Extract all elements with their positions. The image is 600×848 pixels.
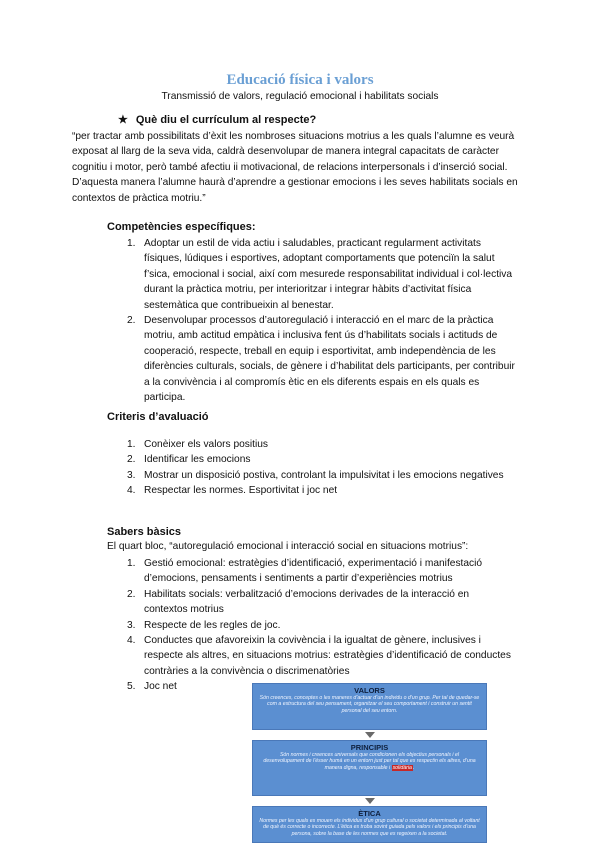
diagram-box-etica [252, 806, 487, 843]
list-item-text: Mostrar un disposició postiva, controlant la impulsivitat i les emocions negatives [144, 469, 504, 481]
diagram-box-title: ÈTICA [358, 809, 381, 818]
arrow-down-icon [365, 732, 375, 738]
list-item-text: Adoptar un estil de vida actiu i saludables, practicant regularment activitats físiques, lúdiques i esportives, adoptant comportaments que potenciïn la salut f’sica, emocional i social, així com mesurede responsabilitat individual i col·lectiva durant la pràctica motriu, per interioritzar i integrar hàbits d’activitat física sestemàtica que contribueixin al benestar. [144, 238, 513, 311]
list-item: 3. Respecte de les regles de joc. [127, 619, 281, 631]
list-item: 4. Respectar les normes. Esportivitat i joc net [127, 485, 338, 497]
page-title: Educació física i valors [226, 72, 374, 88]
list-item-text: Respecte de les regles de joc. [144, 619, 281, 631]
basics-list [127, 556, 515, 695]
list-item-text: Conèixer els valors positius [144, 439, 269, 450]
page-subtitle: Transmissió de valors, regulació emocional i habilitats socials [161, 91, 439, 102]
diagram-box-text [253, 752, 486, 771]
curriculum-heading [118, 113, 316, 126]
list-item-text: Gestió emocional: estratègies d’identificació, experimentació i manifestació d’emocions, pensaments i sentiments a partir d’experiències motrius [144, 558, 483, 585]
competencies-list [127, 236, 515, 405]
list-item-text: Desenvolupar processos d’autoregulació i interacció en el marc de la pràctica motriu, amb actitud empàtica i inclusiva fent ús d’habilitats socials i actituds de cooperació, respecte, treball en equip i esportivitat, amb independència de les diferències culturals, socials, de gènere i d’habilitat dels participants, per contribuir a la convivència i al compromís ètic en els diferents espais en els quals es participa. [144, 315, 515, 404]
curriculum-quote: “per tractar amb possibilitats d’èxit les nombroses situacions motrius a les quals l’alumne es veurà exposat al llarg de la seva vida, caldrà desenvolupar de manera integral capacitats de caràcter cognitiu i motor, però també afectiu ii motivacional, de relacions interpersonals i d’inserció social. D’aquesta manera l’alumne haurà d’aprendre a gestionar emocions i les seves habilitats socials en contextos de pràctica motriu.” [72, 131, 518, 204]
list-item-text: Habilitats socials: verbalització d’emocions derivades de la interacció en contextos motrius [144, 588, 470, 616]
list-item: 1. Conèixer els valors positius [127, 439, 269, 450]
list-item: 2. Habilitats socials: verbalització d’emocions derivades de la interacció en contextos motrius [127, 588, 470, 616]
highlighted-word: solidària [392, 764, 412, 771]
list-item: 4. Conductes que afavoreixin la covivència i la igualtat de gènere, inclusives i respecte als altres, en situacions motrius: estratègies d’identificació de conductes contràries a la convivència o discrimenatòries [127, 635, 511, 677]
list-item-text: Respectar les normes. Esportivitat i joc net [144, 485, 338, 497]
values-diagram [252, 683, 487, 843]
diagram-box-title: VALORS [354, 686, 385, 695]
list-item: 1. Adoptar un estil de vida actiu i saludables, practicant regularment activitats físiques, lúdiques i esportives, adoptant comportaments que potenciïn la salut f’sica, emocional i social, així com mesurede responsabilitat individual i col·lectiva durant la pràctica motriu, per interioritzar i integrar hàbits d’activitat física sestemàtica que contribueixin al benestar. [127, 238, 513, 311]
list-item: 1. Gestió emocional: estratègies d’identificació, experimentació i manifestació d’emocions, pensaments i sentiments a partir d’experiències motrius [127, 558, 483, 585]
diagram-box-text: Normes per les quals es mouen els individus d’un grup cultural o societat determinada al voltant de què és correcte o incorrecte. L’ètica es troba sovint guiada pels valors i els principis d’una persona, sobre la base de les normes que es regeixen a la societat. [259, 818, 480, 837]
diagram-text-part: . [412, 764, 415, 771]
list-item: 2. Identificar les emocions [127, 454, 251, 466]
diagram-box-valors [252, 683, 487, 730]
star-bullet-icon: ★ [118, 114, 128, 126]
diagram-box-principis [252, 740, 487, 796]
list-item-text: Joc net [144, 681, 177, 693]
curriculum-heading-text: Què diu el currículum al respecte? [135, 114, 317, 126]
basics-heading: Sabers bàsics [107, 526, 181, 538]
diagram-box-text: Són creences, conceptes o les maneres d’actuar d’un individu o d’un grup. Per tal de quedar-se com a estructura del seu pensament, organitzar el seu comportament i construir un sentit personal del seu entorn. [259, 695, 480, 714]
list-item: 5. Joc net [127, 681, 177, 693]
criteria-list [127, 437, 515, 499]
list-item-text: Conductes que afavoreixin la covivència i la igualtat de gènere, inclusives i respecte als altres, en situacions motrius: estratègies d’identificació de conductes contràries a la convivència o discrimenatòries [144, 635, 511, 677]
criteria-heading: Criteris d’avaluació [107, 411, 209, 423]
diagram-box-title: PRINCIPIS [350, 743, 389, 752]
diagram-text-part: Són normes i creences universals que condicionen els objectius personals i el desenvolupament de l’ésser humà en un entorn just per tal que es respectin els altres, d’una manera digna, responsable i [263, 752, 476, 771]
competencies-heading: Competències específiques: [107, 221, 256, 233]
arrow-down-icon [365, 798, 375, 804]
list-item-text: Identificar les emocions [144, 454, 251, 466]
list-item: 2. Desenvolupar processos d’autoregulació i interacció en el marc de la pràctica motriu, amb actitud empàtica i inclusiva fent ús d’habilitats socials i actituds de cooperació, respecte, treball en equip i esportivitat, amb independència de les diferències culturals, socials, de gènere i d’habilitat dels participants, per contribuir a la convivència i al compromís ètic en els diferents espais en els quals es participa. [127, 315, 515, 404]
list-item: 3. Mostrar un disposició postiva, controlant la impulsivitat i les emocions negatives [127, 469, 504, 481]
basics-intro: El quart bloc, “autoregulació emocional i interacció social en situacions motrius”: [107, 541, 469, 552]
